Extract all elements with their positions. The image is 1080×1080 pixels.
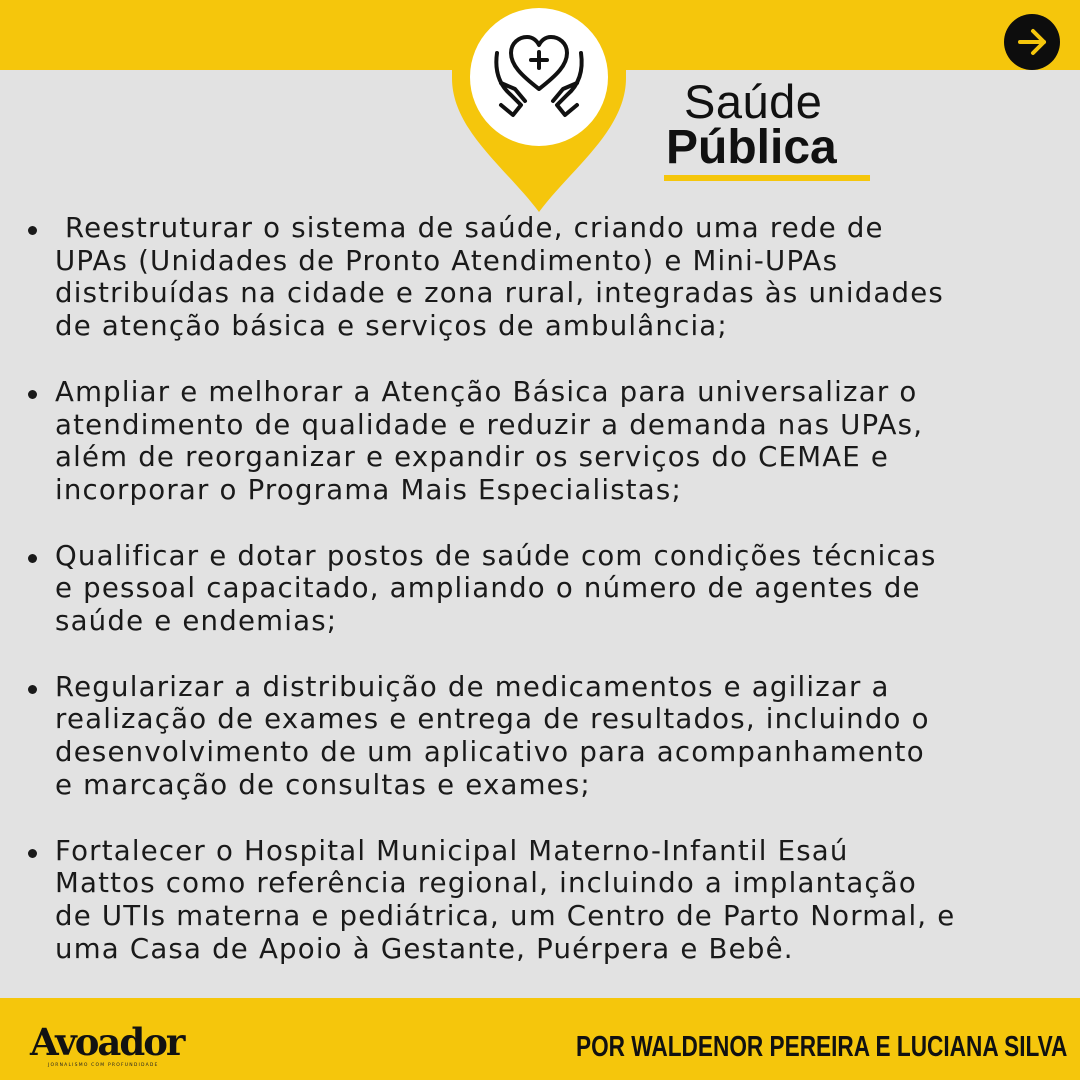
title-line-1: Saúde [684,75,823,128]
list-item [26,212,1066,343]
list-item-line: de UTIs materna e pediátrica, um Centro de Parto Normal, e [55,898,956,932]
proposal-list [26,212,1066,998]
author-credit: POR WALDENOR PEREIRA E LUCIANA SILVA [576,1031,1068,1063]
title-underline [664,175,870,181]
logo-tagline: JORNALISMO COM PROFUNDIDADE [48,1063,159,1068]
list-item-line: além de reorganizar e expandir os serviços do CEMAE e [55,440,890,474]
logo-text: Avoador [30,1020,184,1064]
list-item-line: Ampliar e melhorar a Atenção Básica para universalizar o [55,374,918,408]
list-item-line: distribuídas na cidade e zona rural, integradas às unidades [55,276,944,310]
list-item-line: Mattos como referência regional, incluindo a implantação [55,866,917,900]
list-item-line: e marcação de consultas e exames; [55,767,591,801]
list-item-line: Fortalecer o Hospital Municipal Materno-Infantil Esaú [55,833,849,867]
list-item-line: incorporar o Programa Mais Especialistas; [55,472,682,506]
list-item [26,376,1066,507]
list-item-line: realização de exames e entrega de resultados, incluindo o [55,702,930,736]
health-icon-badge [470,8,608,146]
arrow-right-icon [1015,25,1049,59]
list-item [26,835,1066,966]
list-item-line: Regularizar a distribuição de medicamentos e agilizar a [55,669,890,703]
list-item-line: de atenção básica e serviços de ambulância; [55,309,728,343]
list-item-line: atendimento de qualidade e reduzir a demanda nas UPAs, [55,407,924,441]
heart-cross-hands-icon [487,27,591,127]
list-item-line: Qualificar e dotar postos de saúde com condições técnicas [55,538,937,572]
list-item-line: desenvolvimento de um aplicativo para acompanhamento [55,735,925,769]
list-item [26,540,1066,638]
list-item [26,671,1066,802]
avoador-logo [30,1020,184,1074]
list-item-line: saúde e endemias; [55,604,338,638]
list-item-line: uma Casa de Apoio à Gestante, Puérpera e Bebê. [55,931,794,965]
title-line-2: Pública [666,121,837,174]
list-item-line: e pessoal capacitado, ampliando o número de agentes de [55,571,921,605]
list-item-line: Reestruturar o sistema de saúde, criando uma rede de [55,211,884,244]
list-item-line: UPAs (Unidades de Pronto Atendimento) e Mini-UPAs [55,243,839,277]
next-button[interactable] [1004,14,1060,70]
